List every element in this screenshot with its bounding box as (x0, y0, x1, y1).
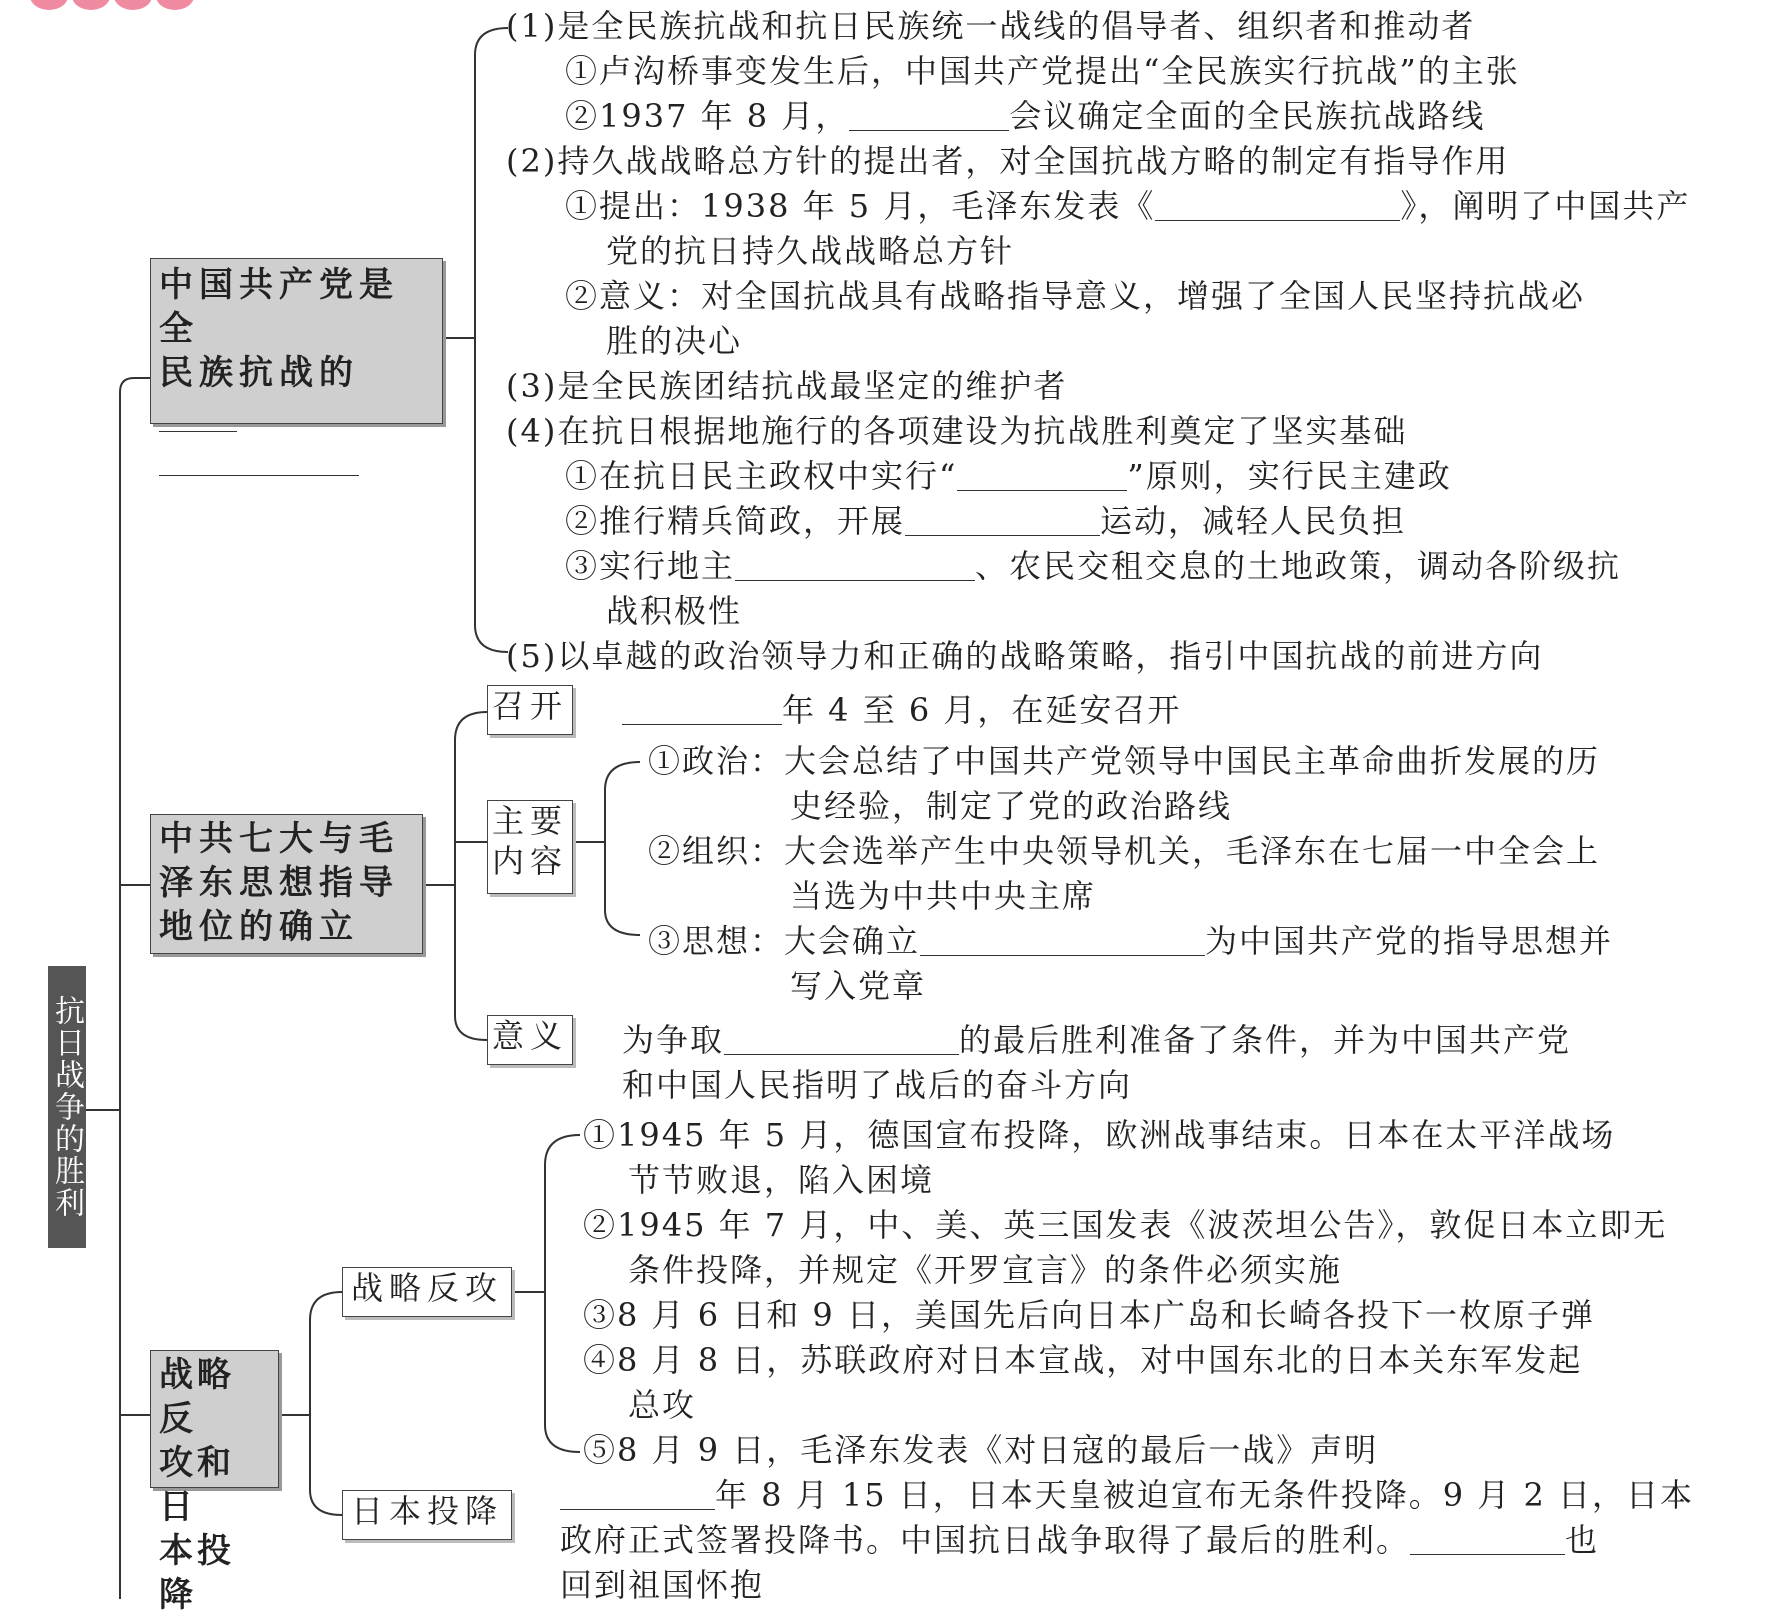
counter-label-box (342, 1267, 512, 1317)
blank-sec1-title-b[interactable] (159, 445, 359, 476)
event-2: ②1945 年 7 月，中、美、英三国发表《波茨坦公告》，敦促日本立即无 (583, 1206, 1668, 1244)
event-1-line2: 节节败退，陷入困境 (628, 1161, 935, 1199)
blank-p4c[interactable] (735, 550, 975, 581)
sec1-point-2b-line2: 胜的决心 (606, 322, 743, 360)
convene-text-body: 年 4 至 6 月，在延安召开 (782, 691, 1182, 729)
p2a-pre: ①提出：1938 年 5 月，毛泽东发表《 (565, 187, 1156, 225)
sec1-point-2: (2)持久战战略总方针的提出者，对全国抗战方略的制定有指导作用 (506, 142, 1510, 180)
significance-text (622, 1020, 1571, 1060)
p1b-pre: ②1937 年 8 月， (565, 97, 850, 135)
surrender-line2 (560, 1520, 1599, 1560)
s-line2-post: 也 (1565, 1521, 1600, 1559)
event-4: ④8 月 8 日，苏联政府对日本宣战，对中国东北的日本关东军发起 (583, 1341, 1583, 1379)
sec1-point-3: (3)是全民族团结抗战最坚定的维护者 (506, 367, 1068, 405)
sig-pre: 为争取 (622, 1021, 725, 1059)
sec3-title-line2: 攻和日 (159, 1443, 235, 1527)
p4c-pre: ③实行地主 (565, 547, 736, 585)
sec1-point-4c (565, 546, 1621, 586)
blank-p1b[interactable] (849, 100, 1009, 131)
sec2-title-line1: 中共七大与毛 (159, 819, 399, 859)
surrender-text (560, 1475, 1694, 1515)
sec1-point-1a: ①卢沟桥事变发生后，中国共产党提出“全民族实行抗战”的主张 (565, 52, 1520, 90)
convene-label: 召开 (491, 687, 568, 725)
blank-sig[interactable] (724, 1024, 959, 1055)
content-label-2: 内容 (491, 842, 568, 880)
c3-pre: ③思想：大会确立 (648, 922, 921, 960)
convene-text (622, 690, 1181, 730)
event-2-line2: 条件投降，并规定《开罗宣言》的条件必须实施 (628, 1251, 1343, 1289)
counter-label: 战略反攻 (350, 1269, 503, 1307)
content-c2: ②组织：大会选举产生中央领导机关，毛泽东在七届一中全会上 (648, 832, 1601, 870)
p4a-post: ”原则，实行民主建政 (1127, 457, 1452, 495)
sec2-brace (455, 712, 487, 1040)
event-4-line2: 总攻 (628, 1386, 697, 1424)
sec1-point-4b (565, 501, 1406, 541)
sig-post: 的最后胜利准备了条件，并为中国共产党 (959, 1021, 1572, 1059)
s-line2-pre: 政府正式签署投降书。中国抗日战争取得了最后的胜利。 (560, 1521, 1411, 1559)
sec3-brace (310, 1292, 342, 1515)
counter-brace (545, 1135, 580, 1452)
blank-p2a[interactable] (1155, 190, 1400, 221)
surrender-label-box (342, 1490, 512, 1540)
p2a-post: 》，阐明了中国共产 (1400, 187, 1691, 225)
event-1: ①1945 年 5 月，德国宣布投降，欧洲战事结束。日本在太平洋战场 (583, 1116, 1616, 1154)
content-c3-line2: 写入党章 (790, 967, 927, 1005)
event-3: ③8 月 6 日和 9 日，美国先后向日本广岛和长崎各投下一枚原子弹 (583, 1296, 1595, 1334)
sec1-title-line2: 民族抗战的 (159, 353, 359, 393)
sec1-point-5: (5)以卓越的政治领导力和正确的战略策略，指引中国抗战的前进方向 (506, 637, 1544, 675)
p4c-post: 、农民交租交息的土地政策，调动各阶级抗 (975, 547, 1622, 585)
blank-surrender-year[interactable] (560, 1479, 715, 1510)
sec2-title-line2: 泽东思想指导 (159, 863, 399, 903)
sec3-title-box (150, 1350, 279, 1615)
convene-label-box (487, 685, 573, 735)
sec1-point-1b (565, 96, 1485, 136)
surrender-text-body: 年 8 月 15 日，日本天皇被迫宣布无条件投降。9 月 2 日，日本 (715, 1476, 1695, 1514)
sec2-title-box (150, 814, 423, 954)
sec1-point-2a (565, 186, 1690, 226)
c3-post: 为中国共产党的指导思想并 (1205, 922, 1614, 960)
p4b-pre: ②推行精兵简政，开展 (565, 502, 906, 540)
blank-p4a[interactable] (957, 460, 1127, 491)
sec1-point-2a-line2: 党的抗日持久战战略总方针 (606, 232, 1015, 270)
surrender-label: 日本投降 (350, 1492, 503, 1530)
significance-line2: 和中国人民指明了战后的奋斗方向 (622, 1066, 1133, 1104)
blank-surrender-region[interactable] (1410, 1524, 1565, 1555)
p1b-post: 会议确定全面的全民族抗战路线 (1009, 97, 1486, 135)
sec1-point-1: (1)是全民族抗战和抗日民族统一战线的倡导者、组织者和推动者 (506, 7, 1476, 45)
p4b-post: 运动，减轻人民负担 (1100, 502, 1407, 540)
content-brace (605, 762, 640, 935)
sec2-title-line3: 地位的确立 (159, 907, 359, 947)
sec3-title-line1: 战略反 (159, 1355, 235, 1439)
sec1-point-4c-line2: 战积极性 (606, 592, 743, 630)
sec1-title-line1: 中国共产党是全 (159, 265, 399, 349)
sec1-point-4: (4)在抗日根据地施行的各项建设为抗战胜利奠定了坚实基础 (506, 412, 1408, 450)
root-title: 抗日战争的胜利 (48, 966, 86, 1248)
blank-sec1-title-a[interactable] (159, 401, 237, 432)
sec1-title-box (150, 258, 443, 424)
blank-c3[interactable] (920, 925, 1205, 956)
blank-convene-year[interactable] (622, 694, 782, 725)
content-c3 (648, 921, 1613, 961)
p4a-pre: ①在抗日民主政权中实行“ (565, 457, 958, 495)
event-5: ⑤8 月 9 日，毛泽东发表《对日寇的最后一战》声明 (583, 1431, 1379, 1469)
significance-label-box (487, 1015, 573, 1065)
content-c1: ①政治：大会总结了中国共产党领导中国民主革命曲折发展的历 (648, 742, 1601, 780)
content-c1-line2: 史经验，制定了党的政治路线 (790, 787, 1233, 825)
content-label-1: 主要 (491, 802, 568, 840)
content-c2-line2: 当选为中共中央主席 (790, 877, 1097, 915)
surrender-line3: 回到祖国怀抱 (560, 1566, 765, 1604)
blank-p4b[interactable] (905, 505, 1100, 536)
significance-label: 意义 (491, 1017, 568, 1055)
sec1-brace (475, 28, 508, 652)
content-label-box (487, 800, 573, 894)
sec1-point-4a (565, 456, 1452, 496)
sec1-point-2b: ②意义：对全国抗战具有战略指导意义，增强了全国人民坚持抗战必 (565, 277, 1586, 315)
sec3-title-line3: 本投降 (159, 1531, 235, 1615)
